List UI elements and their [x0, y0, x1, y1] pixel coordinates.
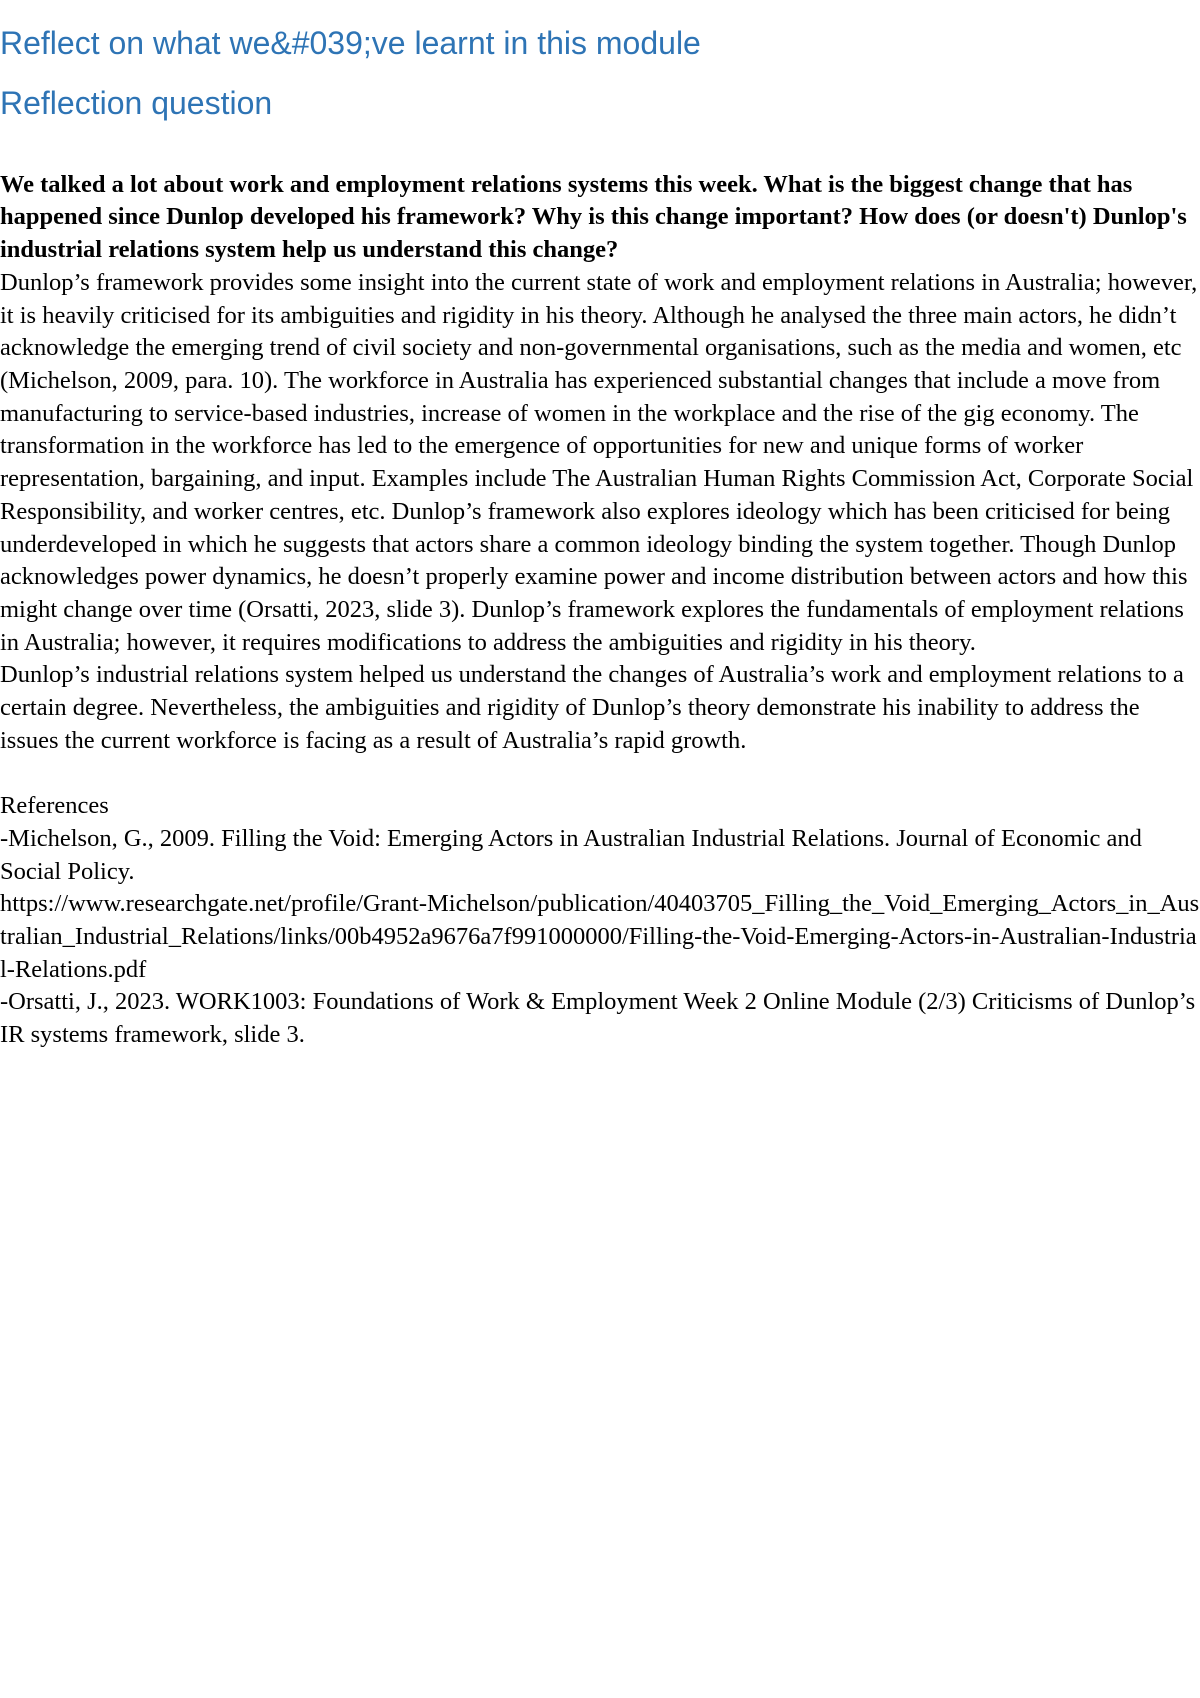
reference-1-url[interactable]: https://www.researchgate.net/profile/Grant-Michelson/publication/40403705_Filling_the_Void_Emerging_Actors_in_Australian_Industrial_Relations/links/00b4952a9676a7f991000000/Filling-the-Void-Emerging-Actors-in-Australian-Industrial-Relations.pdf — [0, 890, 1200, 983]
answer-paragraph-1: Dunlop’s framework provides some insight into the current state of work and employment relations in Australia; however, it is heavily criticised for its ambiguities and rigidity in his theory. Although he analysed the three main actors, he didn’t acknowledge the emerging trend of civil society and non-governmental organisations, such as the media and women, etc (Michelson, 2009, para. 10). The workforce in Australia has experienced substantial changes that include a move from manufacturing to service-based industries, increase of women in the workplace and the rise of the gig economy. The transformation in the workforce has led to the emergence of opportunities for new and unique forms of worker representation, bargaining, and input. Examples include The Australian Human Rights Commission Act, Corporate Social Responsibility, and worker centres, etc. Dunlop’s framework also explores ideology which has been criticised for being underdeveloped in which he suggests that actors share a common ideology binding the system together. Though Dunlop acknowledges power dynamics, he doesn’t properly examine power and income distribution between actors and how this might change over time (Orsatti, 2023, slide 3). Dunlop’s framework explores the fundamentals of employment relations in Australia; however, it requires modifications to address the ambiguities and rigidity in his theory. — [0, 268, 1198, 656]
reflection-question: We talked a lot about work and employment relations systems this week. What is the biggest change that has happened since Dunlop developed his framework? Why is this change important? How does (or doesn't) Dunlop's industrial relations system help us understand this change? — [0, 170, 1187, 264]
reference-2: -Orsatti, J., 2023. WORK1003: Foundations of Work & Employment Week 2 Online Module (2/3) Criticisms of Dunlop’s IR systems framework, slide 3. — [0, 988, 1196, 1049]
section-heading: Reflection question — [0, 85, 273, 122]
spacer — [0, 757, 1200, 790]
page-title: Reflect on what we&#039;ve learnt in this module — [0, 25, 701, 61]
answer-paragraph-2: Dunlop’s industrial relations system helped us understand the changes of Australia’s work and employment relations to a certain degree. Nevertheless, the ambiguities and rigidity of Dunlop’s theory demonstrate his inability to address the issues the current workforce is facing as a result of Australia’s rapid growth. — [0, 661, 1184, 754]
reference-1: -Michelson, G., 2009. Filling the Void: Emerging Actors in Australian Industrial Relations. Journal of Economic and Social Policy. — [0, 824, 1142, 885]
references-heading: References — [0, 792, 109, 820]
document-body — [0, 169, 1200, 1052]
